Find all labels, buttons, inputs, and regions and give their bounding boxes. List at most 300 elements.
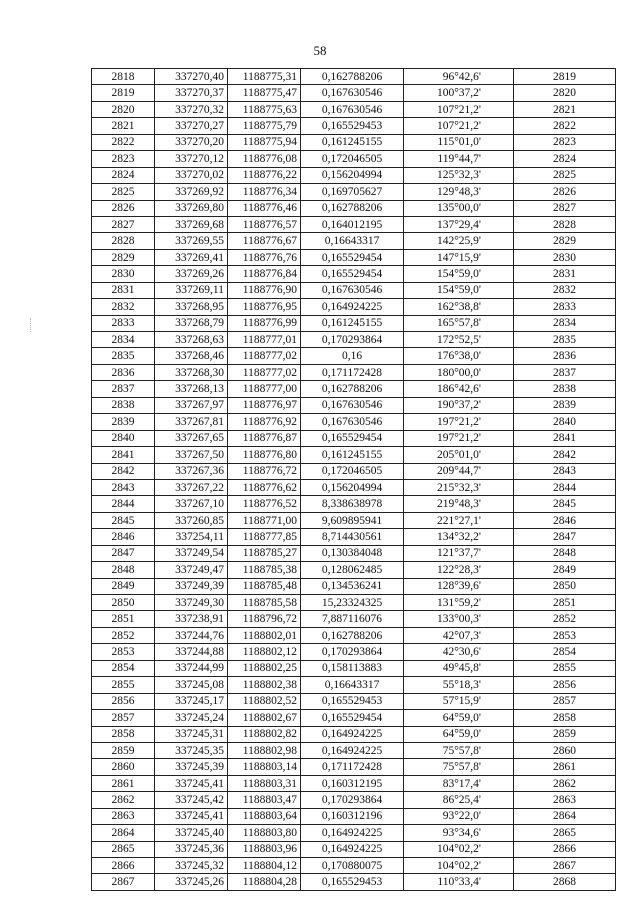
next-point-cell: 2854	[514, 644, 616, 660]
table-row	[92, 512, 616, 528]
x-coordinate-cell: 337268,63	[155, 332, 228, 348]
bearing-cell: 75°57,8'	[404, 759, 514, 775]
distance-cell: 0,16643317	[301, 677, 404, 693]
table-row	[92, 693, 616, 709]
y-coordinate-cell: 1188802,12	[228, 644, 301, 660]
next-point-cell: 2826	[514, 184, 616, 200]
distance-cell: 0,167630546	[301, 414, 404, 430]
point-number-cell: 2820	[92, 101, 155, 117]
y-coordinate-cell: 1188776,99	[228, 315, 301, 331]
table-row	[92, 775, 616, 791]
next-point-cell: 2862	[514, 775, 616, 791]
distance-cell: 0,156204994	[301, 167, 404, 183]
x-coordinate-cell: 337245,41	[155, 808, 228, 824]
table-row	[92, 726, 616, 742]
bearing-cell: 57°15,9'	[404, 693, 514, 709]
table-row	[92, 414, 616, 430]
distance-cell: 0,167630546	[301, 85, 404, 101]
x-coordinate-cell: 337268,13	[155, 381, 228, 397]
coordinates-table	[91, 68, 616, 891]
x-coordinate-cell: 337270,02	[155, 167, 228, 183]
next-point-cell: 2865	[514, 825, 616, 841]
point-number-cell: 2837	[92, 381, 155, 397]
distance-cell: 0,164924225	[301, 841, 404, 857]
point-number-cell: 2834	[92, 332, 155, 348]
table-row	[92, 611, 616, 627]
y-coordinate-cell: 1188804,28	[228, 874, 301, 890]
distance-cell: 0,165529453	[301, 693, 404, 709]
table-row	[92, 266, 616, 282]
table-row	[92, 315, 616, 331]
next-point-cell: 2850	[514, 578, 616, 594]
table-row	[92, 841, 616, 857]
point-number-cell: 2866	[92, 858, 155, 874]
y-coordinate-cell: 1188775,79	[228, 118, 301, 134]
bearing-cell: 186°42,6'	[404, 381, 514, 397]
next-point-cell: 2861	[514, 759, 616, 775]
point-number-cell: 2841	[92, 447, 155, 463]
distance-cell: 0,162788206	[301, 200, 404, 216]
next-point-cell: 2819	[514, 69, 616, 85]
table-row	[92, 447, 616, 463]
next-point-cell: 2855	[514, 660, 616, 676]
point-number-cell: 2861	[92, 775, 155, 791]
next-point-cell: 2859	[514, 726, 616, 742]
table-row	[92, 233, 616, 249]
table-row	[92, 792, 616, 808]
point-number-cell: 2840	[92, 430, 155, 446]
next-point-cell: 2853	[514, 627, 616, 643]
next-point-cell: 2823	[514, 134, 616, 150]
y-coordinate-cell: 1188803,80	[228, 825, 301, 841]
point-number-cell: 2818	[92, 69, 155, 85]
x-coordinate-cell: 337245,31	[155, 726, 228, 742]
x-coordinate-cell: 337249,47	[155, 562, 228, 578]
table-row	[92, 496, 616, 512]
x-coordinate-cell: 337245,35	[155, 742, 228, 758]
x-coordinate-cell: 337245,26	[155, 874, 228, 890]
x-coordinate-cell: 337267,65	[155, 430, 228, 446]
table-row	[92, 710, 616, 726]
bearing-cell: 110°33,4'	[404, 874, 514, 890]
bearing-cell: 134°32,2'	[404, 529, 514, 545]
distance-cell: 0,130384048	[301, 545, 404, 561]
point-number-cell: 2829	[92, 249, 155, 265]
y-coordinate-cell: 1188776,57	[228, 216, 301, 232]
x-coordinate-cell: 337267,50	[155, 447, 228, 463]
distance-cell: 0,165529454	[301, 430, 404, 446]
bearing-cell: 219°48,3'	[404, 496, 514, 512]
distance-cell: 0,170293864	[301, 792, 404, 808]
next-point-cell: 2843	[514, 463, 616, 479]
bearing-cell: 42°30,6'	[404, 644, 514, 660]
x-coordinate-cell: 337245,41	[155, 775, 228, 791]
next-point-cell: 2833	[514, 299, 616, 315]
y-coordinate-cell: 1188776,97	[228, 397, 301, 413]
y-coordinate-cell: 1188776,76	[228, 249, 301, 265]
next-point-cell: 2835	[514, 332, 616, 348]
y-coordinate-cell: 1188804,12	[228, 858, 301, 874]
bearing-cell: 93°22,0'	[404, 808, 514, 824]
next-point-cell: 2846	[514, 512, 616, 528]
distance-cell: 0,167630546	[301, 101, 404, 117]
distance-cell: 0,162788206	[301, 627, 404, 643]
bearing-cell: 107°21,2'	[404, 101, 514, 117]
y-coordinate-cell: 1188776,22	[228, 167, 301, 183]
point-number-cell: 2845	[92, 512, 155, 528]
x-coordinate-cell: 337270,27	[155, 118, 228, 134]
bearing-cell: 133°00,3'	[404, 611, 514, 627]
x-coordinate-cell: 337269,68	[155, 216, 228, 232]
table-row	[92, 348, 616, 364]
table-row	[92, 595, 616, 611]
x-coordinate-cell: 337268,79	[155, 315, 228, 331]
x-coordinate-cell: 337245,08	[155, 677, 228, 693]
next-point-cell: 2858	[514, 710, 616, 726]
y-coordinate-cell: 1188803,47	[228, 792, 301, 808]
bearing-cell: 55°18,3'	[404, 677, 514, 693]
bearing-cell: 197°21,2'	[404, 430, 514, 446]
bearing-cell: 115°01,0'	[404, 134, 514, 150]
next-point-cell: 2837	[514, 364, 616, 380]
x-coordinate-cell: 337249,54	[155, 545, 228, 561]
bearing-cell: 128°39,6'	[404, 578, 514, 594]
table-row	[92, 562, 616, 578]
point-number-cell: 2853	[92, 644, 155, 660]
table-row	[92, 167, 616, 183]
coordinates-table-body	[92, 69, 616, 891]
y-coordinate-cell: 1188802,38	[228, 677, 301, 693]
distance-cell: 0,158113883	[301, 660, 404, 676]
distance-cell: 7,887116076	[301, 611, 404, 627]
table-row	[92, 858, 616, 874]
x-coordinate-cell: 337270,20	[155, 134, 228, 150]
y-coordinate-cell: 1188776,46	[228, 200, 301, 216]
point-number-cell: 2833	[92, 315, 155, 331]
next-point-cell: 2827	[514, 200, 616, 216]
next-point-cell: 2867	[514, 858, 616, 874]
x-coordinate-cell: 337245,39	[155, 759, 228, 775]
x-coordinate-cell: 337245,42	[155, 792, 228, 808]
table-row	[92, 364, 616, 380]
x-coordinate-cell: 337270,12	[155, 151, 228, 167]
distance-cell: 0,164012195	[301, 216, 404, 232]
point-number-cell: 2821	[92, 118, 155, 134]
table-row	[92, 381, 616, 397]
point-number-cell: 2831	[92, 282, 155, 298]
page-number: 58	[313, 43, 327, 58]
x-coordinate-cell: 337244,88	[155, 644, 228, 660]
next-point-cell: 2820	[514, 85, 616, 101]
table-row	[92, 249, 616, 265]
next-point-cell: 2825	[514, 167, 616, 183]
point-number-cell: 2836	[92, 364, 155, 380]
bearing-cell: 121°37,7'	[404, 545, 514, 561]
table-row	[92, 874, 616, 890]
y-coordinate-cell: 1188771,00	[228, 512, 301, 528]
y-coordinate-cell: 1188775,47	[228, 85, 301, 101]
y-coordinate-cell: 1188802,52	[228, 693, 301, 709]
y-coordinate-cell: 1188776,52	[228, 496, 301, 512]
point-number-cell: 2835	[92, 348, 155, 364]
distance-cell: 0,156204994	[301, 479, 404, 495]
distance-cell: 8,714430561	[301, 529, 404, 545]
bearing-cell: 100°37,2'	[404, 85, 514, 101]
bearing-cell: 64°59,0'	[404, 726, 514, 742]
distance-cell: 0,162788206	[301, 69, 404, 85]
distance-cell: 0,161245155	[301, 315, 404, 331]
bearing-cell: 137°29,4'	[404, 216, 514, 232]
bearing-cell: 221°27,1'	[404, 512, 514, 528]
distance-cell: 15,23324325	[301, 595, 404, 611]
y-coordinate-cell: 1188776,62	[228, 479, 301, 495]
point-number-cell: 2843	[92, 479, 155, 495]
x-coordinate-cell: 337254,11	[155, 529, 228, 545]
distance-cell: 0,165529454	[301, 266, 404, 282]
table-row	[92, 677, 616, 693]
y-coordinate-cell: 1188776,84	[228, 266, 301, 282]
next-point-cell: 2829	[514, 233, 616, 249]
next-point-cell: 2831	[514, 266, 616, 282]
next-point-cell: 2868	[514, 874, 616, 890]
bearing-cell: 162°38,8'	[404, 299, 514, 315]
y-coordinate-cell: 1188776,90	[228, 282, 301, 298]
point-number-cell: 2852	[92, 627, 155, 643]
bearing-cell: 180°00,0'	[404, 364, 514, 380]
y-coordinate-cell: 1188777,85	[228, 529, 301, 545]
x-coordinate-cell: 337269,80	[155, 200, 228, 216]
y-coordinate-cell: 1188777,02	[228, 348, 301, 364]
distance-cell: 0,161245155	[301, 447, 404, 463]
table-row	[92, 299, 616, 315]
next-point-cell: 2848	[514, 545, 616, 561]
distance-cell: 0,165529454	[301, 710, 404, 726]
next-point-cell: 2842	[514, 447, 616, 463]
y-coordinate-cell: 1188802,82	[228, 726, 301, 742]
point-number-cell: 2867	[92, 874, 155, 890]
distance-cell: 0,172046505	[301, 151, 404, 167]
next-point-cell: 2841	[514, 430, 616, 446]
distance-cell: 0,160312195	[301, 775, 404, 791]
distance-cell: 9,609895941	[301, 512, 404, 528]
bearing-cell: 215°32,3'	[404, 479, 514, 495]
x-coordinate-cell: 337238,91	[155, 611, 228, 627]
bearing-cell: 93°34,6'	[404, 825, 514, 841]
next-point-cell: 2847	[514, 529, 616, 545]
bearing-cell: 131°59,2'	[404, 595, 514, 611]
point-number-cell: 2819	[92, 85, 155, 101]
y-coordinate-cell: 1188803,14	[228, 759, 301, 775]
next-point-cell: 2856	[514, 677, 616, 693]
distance-cell: 0,164924225	[301, 726, 404, 742]
bearing-cell: 165°57,8'	[404, 315, 514, 331]
x-coordinate-cell: 337269,92	[155, 184, 228, 200]
x-coordinate-cell: 337268,30	[155, 364, 228, 380]
point-number-cell: 2860	[92, 759, 155, 775]
table-row	[92, 808, 616, 824]
distance-cell: 0,165529454	[301, 249, 404, 265]
y-coordinate-cell: 1188803,64	[228, 808, 301, 824]
next-point-cell: 2828	[514, 216, 616, 232]
table-row	[92, 529, 616, 545]
point-number-cell: 2859	[92, 742, 155, 758]
distance-cell: 0,170293864	[301, 644, 404, 660]
point-number-cell: 2865	[92, 841, 155, 857]
next-point-cell: 2863	[514, 792, 616, 808]
distance-cell: 0,169705627	[301, 184, 404, 200]
point-number-cell: 2825	[92, 184, 155, 200]
table-row	[92, 660, 616, 676]
distance-cell: 0,128062485	[301, 562, 404, 578]
x-coordinate-cell: 337244,99	[155, 660, 228, 676]
table-row	[92, 134, 616, 150]
table-row	[92, 85, 616, 101]
table-row	[92, 545, 616, 561]
bearing-cell: 107°21,2'	[404, 118, 514, 134]
y-coordinate-cell: 1188802,01	[228, 627, 301, 643]
next-point-cell: 2860	[514, 742, 616, 758]
point-number-cell: 2857	[92, 710, 155, 726]
table-row	[92, 479, 616, 495]
table-row	[92, 627, 616, 643]
y-coordinate-cell: 1188776,92	[228, 414, 301, 430]
table-row	[92, 759, 616, 775]
y-coordinate-cell: 1188776,87	[228, 430, 301, 446]
bearing-cell: 142°25,9'	[404, 233, 514, 249]
table-row	[92, 184, 616, 200]
next-point-cell: 2839	[514, 397, 616, 413]
next-point-cell: 2824	[514, 151, 616, 167]
x-coordinate-cell: 337245,24	[155, 710, 228, 726]
table-row	[92, 69, 616, 85]
table-row	[92, 118, 616, 134]
y-coordinate-cell: 1188776,95	[228, 299, 301, 315]
point-number-cell: 2826	[92, 200, 155, 216]
x-coordinate-cell: 337269,11	[155, 282, 228, 298]
next-point-cell: 2844	[514, 479, 616, 495]
next-point-cell: 2845	[514, 496, 616, 512]
table-row	[92, 282, 616, 298]
bearing-cell: 104°02,2'	[404, 841, 514, 857]
point-number-cell: 2838	[92, 397, 155, 413]
next-point-cell: 2836	[514, 348, 616, 364]
point-number-cell: 2828	[92, 233, 155, 249]
bearing-cell: 104°02,2'	[404, 858, 514, 874]
x-coordinate-cell: 337267,22	[155, 479, 228, 495]
x-coordinate-cell: 337268,95	[155, 299, 228, 315]
distance-cell: 0,171172428	[301, 364, 404, 380]
next-point-cell: 2830	[514, 249, 616, 265]
bearing-cell: 64°59,0'	[404, 710, 514, 726]
next-point-cell: 2866	[514, 841, 616, 857]
distance-cell: 0,160312196	[301, 808, 404, 824]
margin-mark	[30, 318, 34, 332]
x-coordinate-cell: 337249,39	[155, 578, 228, 594]
bearing-cell: 119°44,7'	[404, 151, 514, 167]
y-coordinate-cell: 1188775,94	[228, 134, 301, 150]
table-row	[92, 742, 616, 758]
bearing-cell: 172°52,5'	[404, 332, 514, 348]
distance-cell: 0,170293864	[301, 332, 404, 348]
x-coordinate-cell: 337268,46	[155, 348, 228, 364]
distance-cell: 0,172046505	[301, 463, 404, 479]
point-number-cell: 2864	[92, 825, 155, 841]
distance-cell: 0,16	[301, 348, 404, 364]
x-coordinate-cell: 337245,36	[155, 841, 228, 857]
table-row	[92, 825, 616, 841]
point-number-cell: 2823	[92, 151, 155, 167]
next-point-cell: 2840	[514, 414, 616, 430]
distance-cell: 0,171172428	[301, 759, 404, 775]
y-coordinate-cell: 1188776,72	[228, 463, 301, 479]
point-number-cell: 2850	[92, 595, 155, 611]
point-number-cell: 2854	[92, 660, 155, 676]
point-number-cell: 2856	[92, 693, 155, 709]
point-number-cell: 2832	[92, 299, 155, 315]
next-point-cell: 2852	[514, 611, 616, 627]
table-row	[92, 200, 616, 216]
table-row	[92, 644, 616, 660]
x-coordinate-cell: 337270,40	[155, 69, 228, 85]
next-point-cell: 2821	[514, 101, 616, 117]
bearing-cell: 154°59,0'	[404, 266, 514, 282]
next-point-cell: 2834	[514, 315, 616, 331]
x-coordinate-cell: 337260,85	[155, 512, 228, 528]
bearing-cell: 42°07,3'	[404, 627, 514, 643]
point-number-cell: 2846	[92, 529, 155, 545]
distance-cell: 0,170880075	[301, 858, 404, 874]
next-point-cell: 2849	[514, 562, 616, 578]
next-point-cell: 2838	[514, 381, 616, 397]
bearing-cell: 154°59,0'	[404, 282, 514, 298]
table-row	[92, 101, 616, 117]
point-number-cell: 2844	[92, 496, 155, 512]
point-number-cell: 2863	[92, 808, 155, 824]
distance-cell: 8,338638978	[301, 496, 404, 512]
bearing-cell: 190°37,2'	[404, 397, 514, 413]
y-coordinate-cell: 1188803,31	[228, 775, 301, 791]
bearing-cell: 129°48,3'	[404, 184, 514, 200]
point-number-cell: 2839	[92, 414, 155, 430]
point-number-cell: 2855	[92, 677, 155, 693]
y-coordinate-cell: 1188776,34	[228, 184, 301, 200]
y-coordinate-cell: 1188776,08	[228, 151, 301, 167]
next-point-cell: 2822	[514, 118, 616, 134]
point-number-cell: 2849	[92, 578, 155, 594]
distance-cell: 0,16643317	[301, 233, 404, 249]
next-point-cell: 2851	[514, 595, 616, 611]
point-number-cell: 2822	[92, 134, 155, 150]
x-coordinate-cell: 337245,40	[155, 825, 228, 841]
x-coordinate-cell: 337267,81	[155, 414, 228, 430]
y-coordinate-cell: 1188775,63	[228, 101, 301, 117]
x-coordinate-cell: 337244,76	[155, 627, 228, 643]
y-coordinate-cell: 1188785,38	[228, 562, 301, 578]
y-coordinate-cell: 1188775,31	[228, 69, 301, 85]
distance-cell: 0,164924225	[301, 742, 404, 758]
table-row	[92, 216, 616, 232]
y-coordinate-cell: 1188785,58	[228, 595, 301, 611]
bearing-cell: 86°25,4'	[404, 792, 514, 808]
y-coordinate-cell: 1188796,72	[228, 611, 301, 627]
point-number-cell: 2858	[92, 726, 155, 742]
bearing-cell: 125°32,3'	[404, 167, 514, 183]
y-coordinate-cell: 1188802,67	[228, 710, 301, 726]
table-row	[92, 578, 616, 594]
bearing-cell: 209°44,7'	[404, 463, 514, 479]
x-coordinate-cell: 337270,32	[155, 101, 228, 117]
x-coordinate-cell: 337269,26	[155, 266, 228, 282]
